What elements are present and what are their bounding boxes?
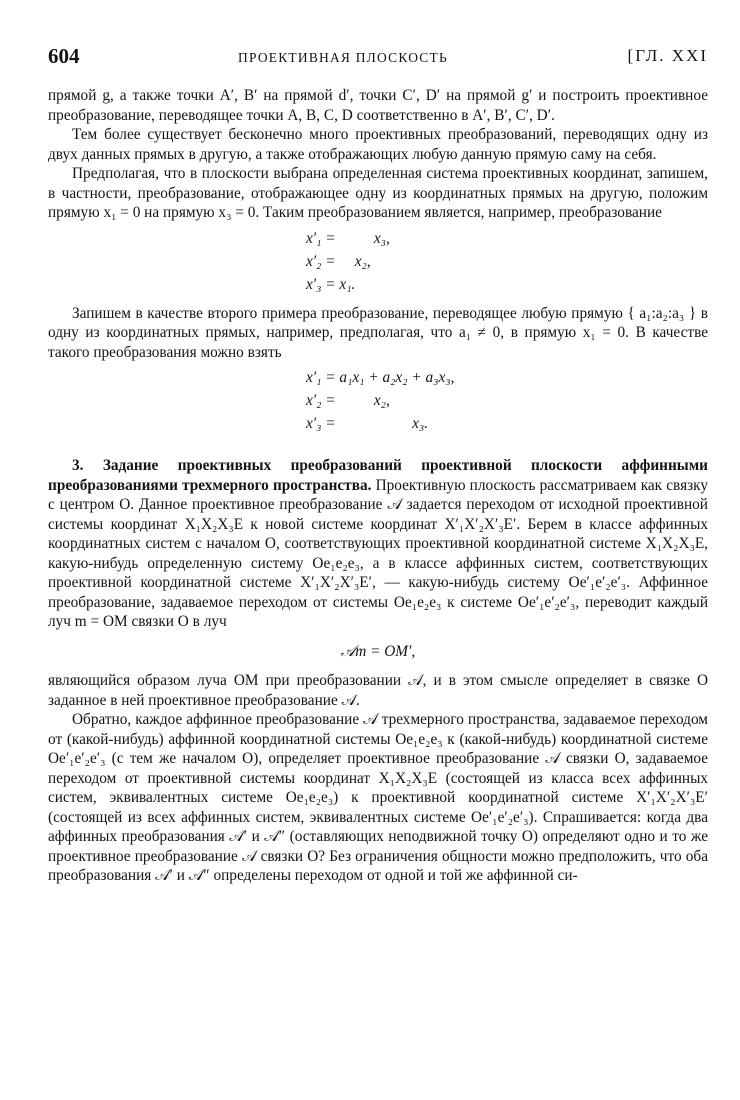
equation-system-1 bbox=[48, 229, 708, 298]
page-body bbox=[48, 86, 708, 886]
page-number: 604 bbox=[48, 44, 80, 68]
equation-line: x′₂ = x₂, bbox=[306, 252, 371, 270]
equation-3: 𝒜m = OM′, bbox=[340, 642, 416, 660]
paragraph: прямой g, а также точки A′, B′ на прямой d′, точки C′, D′ на прямой g′ и построить проективное преобразование, переводящее точки A, B, C, D соответственно в A′, B′, C′, D′. bbox=[48, 87, 708, 124]
chapter-label: [ГЛ. XXI bbox=[627, 46, 708, 65]
paragraph: являющийся образом луча OM при преобразовании 𝒜, и в этом смысле определяет в связке O заданное в ней проективное преобразование 𝒜. bbox=[48, 672, 708, 709]
equation-line: x′₃ = x₁. bbox=[306, 275, 356, 293]
page-header bbox=[48, 44, 708, 74]
section-paragraph bbox=[48, 456, 708, 632]
equation-line: x′₁ = a₁x₁ + a₂x₂ + a₃x₃, bbox=[306, 369, 455, 386]
section-title: 3. Задание проективных преобразований проективной плоскости аффинными преобразованиями трехмерного пространства. bbox=[48, 457, 708, 494]
paragraph: Обратно, каждое аффинное преобразование 𝒜 трехмерного пространства, задаваемое переходом от (какой-нибудь) аффинной координатной системы Oe₁e₂e₃ к (какой-нибудь) координатной системе Oe′₁e′₂e′₃ (с тем же началом O), определяет проективное преобразование 𝒜 связки O, задаваемое переходом от проективной системы координат X₁X₂X₃E (состоящей из класса всех аффинных систем, эквивалентных системе Oe₁e₂e₃) к проективной координатной системе X′₁X′₂X′₃E′ (состоящей из всех аффинных систем, эквивалентных системе Oe′₁e′₂e′₃). Спрашивается: когда два аффинных преобразования 𝒜′ и 𝒜″ (оставляющих неподвижной точку O) определяют одно и то же проективное преобразование 𝒜 связки O? Без ограничения общности можно предположить, что оба преобразования 𝒜′ и 𝒜″ определены переходом от одной и той же аффинной си- bbox=[48, 711, 708, 884]
equation-line: x′₁ = x₃, bbox=[306, 229, 390, 247]
section-text: Проективную плоскость рассматриваем как связку с центром O. Данное проективное преобразование 𝒜 задается переходом от исходной проективной системы координат X₁X₂X₃E к новой системе координат X′₁X′₂X′₃E′. Берем в классе аффинных координатных систем с началом O, соответствующих проективной координатной системе X₁X₂X₃E, какую-нибудь определенную систему Oe₁e₂e₃, а в классе аффинных систем, соответствующих проективной координатной системе X′₁X′₂X′₃E′, — какую-нибудь систему Oe′₁e′₂e′₃. Аффинное преобразование, задаваемое переходом от системы Oe₁e₂e₃ к системе Oe′₁e′₂e′₃, переводит каждый луч m = OM связки O в луч bbox=[48, 476, 709, 630]
paragraph: Запишем в качестве второго примера преобразование, переводящее любую прямую { a₁:a₂:a₃ } в одну из координатных прямых, например, предполагая, что a₁ ≠ 0, в прямую x₁ = 0. В качестве такого преобразования можно взять bbox=[48, 304, 708, 361]
equation-system-2 bbox=[48, 368, 708, 437]
paragraph: Предполагая, что в плоскости выбрана определенная система проективных координат, запишем, в частности, преобразование, отображающее одну из координатных прямых на другую, положим прямую x₁ = 0 на прямую x₃ = 0. Таким преобразованием является, например, преобразование bbox=[48, 165, 708, 221]
paragraph: Тем более существует бесконечно много проективных преобразований, переводящих одну из двух данных прямых в другую, а также отображающих любую данную прямую саму на себя. bbox=[48, 126, 708, 163]
equation-line: x′₂ = x₂, bbox=[306, 392, 390, 409]
equation-line: x′₃ = x₃. bbox=[306, 415, 429, 432]
running-title: ПРОЕКТИВНАЯ ПЛОСКОСТЬ bbox=[238, 50, 448, 65]
